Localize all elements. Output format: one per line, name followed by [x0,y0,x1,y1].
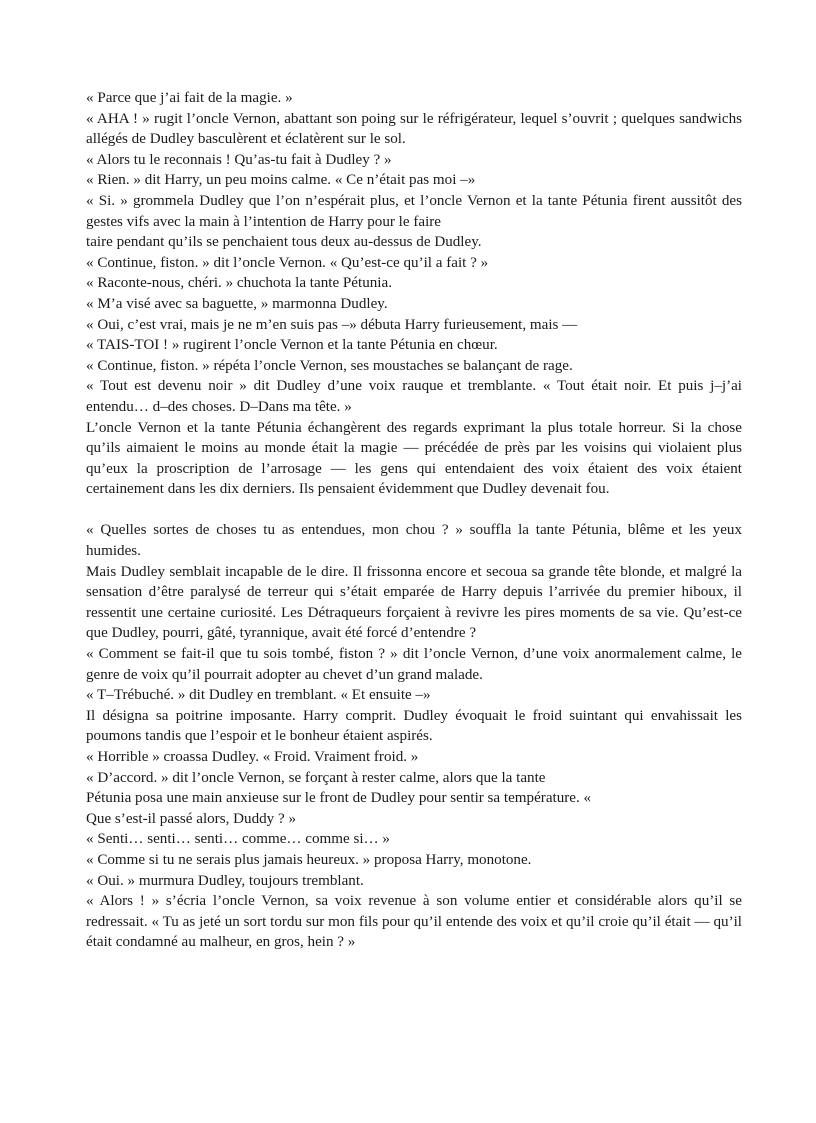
paragraph: Il désigna sa poitrine imposante. Harry comprit. Dudley évoquait le froid suintant qui envahissait les poumons tandis que l’espoir et le bonheur étaient aspirés. [86,707,742,745]
paragraph: « Parce que j’ai fait de la magie. » [86,90,293,106]
paragraph: taire pendant qu’ils se penchaient tous deux au-dessus de Dudley. [86,234,482,251]
paragraph-gap [86,500,742,521]
document-page [86,88,742,953]
paragraph: « Comme si tu ne serais plus jamais heureux. » proposa Harry, monotone. [86,851,532,868]
paragraph: « Continue, fiston. » dit l’oncle Vernon. « Qu’est-ce qu’il a fait ? » [86,254,489,271]
paragraph: « Alors tu le reconnais ! Qu’as-tu fait à Dudley ? » [86,151,392,168]
paragraph: « Continue, fiston. » répéta l’oncle Vernon, ses moustaches se balançant de rage. [86,357,573,374]
paragraph: « Horrible » croassa Dudley. « Froid. Vraiment froid. » [86,749,419,765]
paragraph: « Tout est devenu noir » dit Dudley d’une voix rauque et tremblante. « Tout était noir. Et puis j–j’ai entendu… d–des choses. D–Dans ma tête. » [86,378,742,415]
paragraph: « TAIS-TOI ! » rugirent l’oncle Vernon et la tante Pétunia en chœur. [86,337,498,354]
paragraph: « Comment se fait-il que tu sois tombé, fiston ? » dit l’oncle Vernon, d’une voix anormalement calme, le genre de voix qu’il pourrait adopter au chevet d’un grand malade. [86,646,742,683]
paragraph: « D’accord. » dit l’oncle Vernon, se forçant à rester calme, alors que la tante [86,769,546,786]
paragraph: « Raconte-nous, chéri. » chuchota la tante Pétunia. [86,275,392,292]
paragraph: « Oui, c’est vrai, mais je ne m’en suis pas –» débuta Harry furieusement, mais — [86,316,578,333]
paragraph: « M’a visé avec sa baguette, » marmonna Dudley. [86,295,388,312]
paragraph: « Oui. » murmura Dudley, toujours tremblant. [86,872,364,889]
paragraph: « AHA ! » rugit l’oncle Vernon, abattant son poing sur le réfrigérateur, lequel s’ouvrit ; quelques sandwichs allégés de Dudley basculèrent et éclatèrent sur le sol. [86,110,742,148]
paragraph: « T–Trébuché. » dit Dudley en tremblant. « Et ensuite –» [86,687,431,704]
paragraph: « Quelles sortes de choses tu as entendues, mon chou ? » souffla la tante Pétunia, blême et les yeux humides. [86,522,742,560]
paragraph: Pétunia posa une main anxieuse sur le front de Dudley pour sentir sa température. « [86,790,592,807]
paragraph: « Rien. » dit Harry, un peu moins calme. « Ce n’était pas moi –» [86,172,476,189]
paragraph: L’oncle Vernon et la tante Pétunia échangèrent des regards exprimant la plus totale horreur. Si la chose qu’ils aimaient le moins au monde était la magie — précédée de près par les voisins qui violaient plus qu’eux la proscription de l’arrosage — les gens qui entendaient des voix étaient des voix étaient certainement dans les dix derniers. Ils pensaient évidemment que Dudley devenait fou. [86,419,742,498]
paragraph: « Alors ! » s’écria l’oncle Vernon, sa voix revenue à son volume entier et considérable alors qu’il se redressait. « Tu as jeté un sort tordu sur mon fils pour qu’il entende des voix et qu’il croie qu’il était — qu’il était condamné au malheur, en gros, hein ? » [86,893,742,951]
paragraph: « Si. » grommela Dudley que l’on n’espérait plus, et l’oncle Vernon et la tante Pétunia firent aussitôt des gestes vifs avec la main à l’intention de Harry pour le faire [86,192,742,230]
paragraph: Que s’est-il passé alors, Duddy ? » [86,810,297,827]
paragraph: Mais Dudley semblait incapable de le dire. Il frissonna encore et secoua sa grande tête blonde, et malgré la sensation d’être paralysé de terreur qui s’était emparée de Harry depuis l’arrivée du premier hiboux, il ressentit une certaine curiosité. Les Détraqueurs forçaient à revivre les pires moments de sa vie. Qu’est-ce que Dudley, pourri, gâté, tyrannique, avait été forcé d’entendre ? [86,563,742,642]
paragraph: « Senti… senti… senti… comme… comme si… » [86,831,390,848]
